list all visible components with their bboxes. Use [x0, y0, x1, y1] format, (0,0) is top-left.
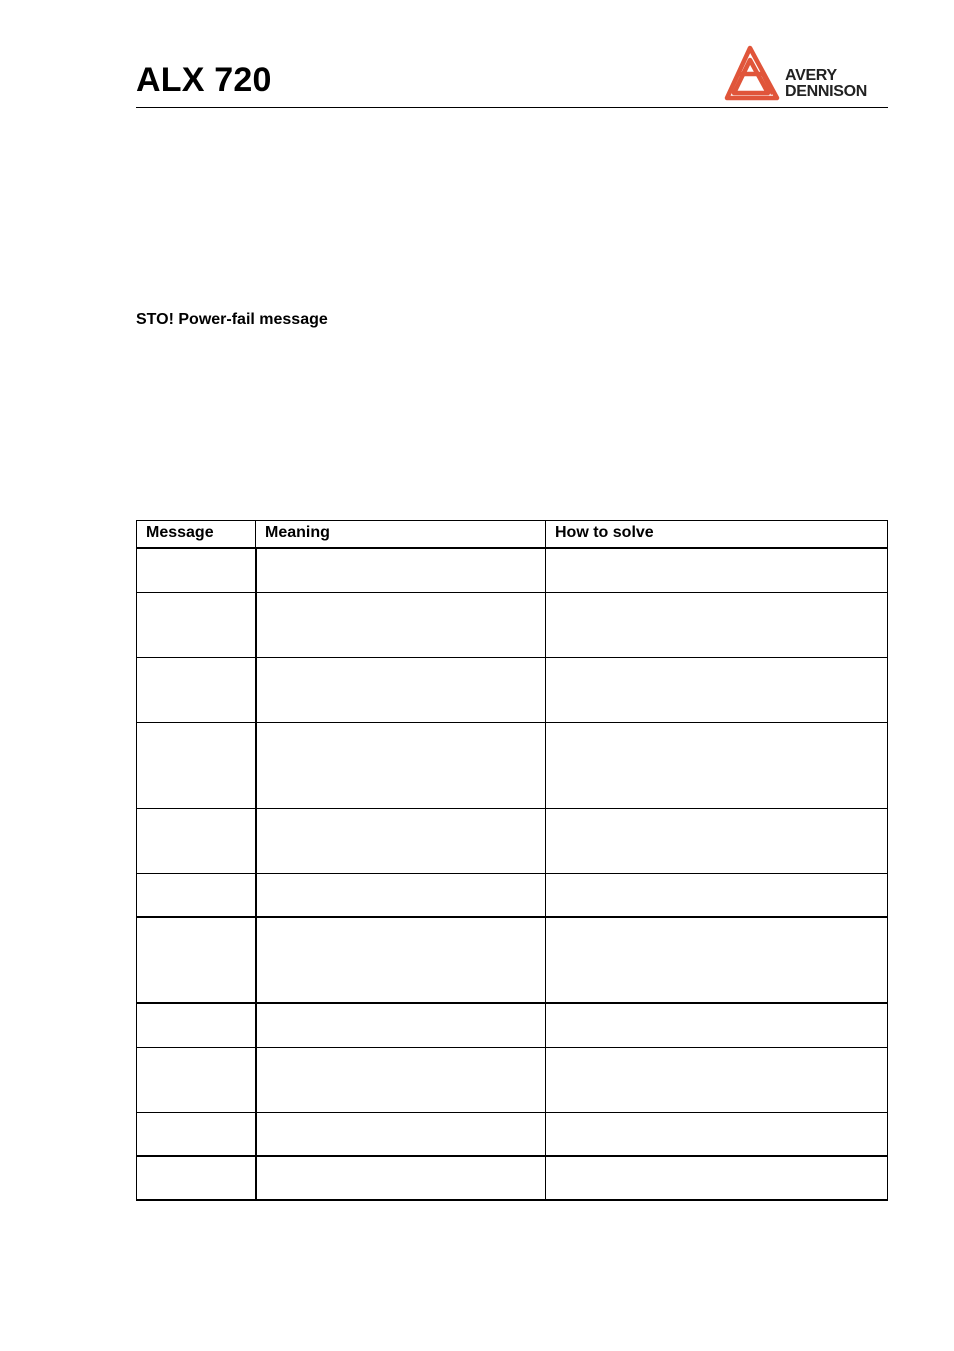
meaning-cell [256, 1047, 546, 1112]
solution-cell [546, 592, 888, 657]
brand-wordmark [785, 68, 867, 100]
message-cell [137, 1047, 256, 1112]
table-row [137, 1112, 888, 1156]
table-row [137, 917, 888, 1003]
meaning-cell [256, 1112, 546, 1156]
message-cell [137, 1156, 256, 1200]
power-fail-message-table [136, 520, 888, 1201]
meaning-cell [256, 1156, 546, 1200]
table-row [137, 1156, 888, 1200]
solution-cell [546, 722, 888, 808]
solution-cell [546, 808, 888, 873]
table-row [137, 722, 888, 808]
solution-cell [546, 1047, 888, 1112]
solution-cell [546, 1156, 888, 1200]
avery-dennison-logo-icon [721, 44, 781, 102]
message-cell [137, 722, 256, 808]
message-cell [137, 657, 256, 722]
table-row [137, 1003, 888, 1047]
table-row [137, 1047, 888, 1112]
meaning-cell [256, 548, 546, 592]
message-cell [137, 917, 256, 1003]
solution-cell [546, 917, 888, 1003]
message-cell [137, 1003, 256, 1047]
meaning-cell [256, 873, 546, 917]
document-title: ALX 720 [136, 61, 272, 99]
column-header-message: Message [137, 521, 256, 549]
solution-cell [546, 657, 888, 722]
message-cell [137, 548, 256, 592]
section-heading: STO! Power-fail message [136, 311, 328, 328]
table-row [137, 657, 888, 722]
table-row [137, 548, 888, 592]
table-row [137, 808, 888, 873]
brand-line-1: AVERY [785, 67, 837, 84]
meaning-cell [256, 592, 546, 657]
solution-cell [546, 1003, 888, 1047]
meaning-cell [256, 1003, 546, 1047]
solution-cell [546, 548, 888, 592]
solution-cell [546, 873, 888, 917]
message-cell [137, 1112, 256, 1156]
brand-logo [721, 44, 889, 102]
message-cell [137, 873, 256, 917]
meaning-cell [256, 917, 546, 1003]
message-cell [137, 808, 256, 873]
meaning-cell [256, 722, 546, 808]
header-divider [136, 107, 888, 108]
meaning-cell [256, 657, 546, 722]
solution-cell [546, 1112, 888, 1156]
table-header-row [137, 521, 888, 549]
meaning-cell [256, 808, 546, 873]
brand-line-2: DENNISON [785, 83, 868, 100]
table-row [137, 592, 888, 657]
column-header-meaning: Meaning [256, 521, 546, 549]
table-row [137, 873, 888, 917]
column-header-how-to-solve: How to solve [546, 521, 888, 549]
message-cell [137, 592, 256, 657]
